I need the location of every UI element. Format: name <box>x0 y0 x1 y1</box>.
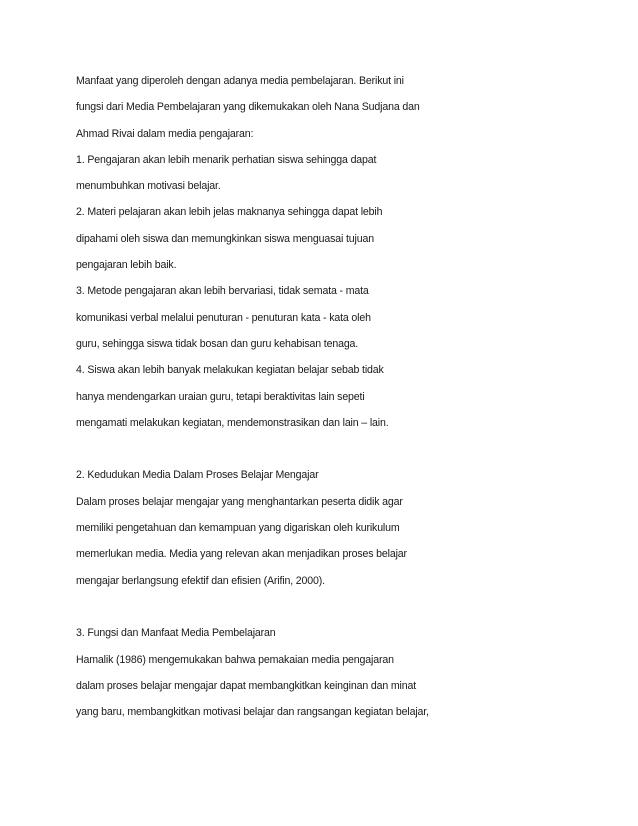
text-line: Ahmad Rivai dalam media pengajaran: <box>76 127 254 140</box>
text-line: dipahami oleh siswa dan memungkinkan siswa menguasai tujuan <box>76 232 374 245</box>
text-line: mengajar berlangsung efektif dan efisien (Arifin, 2000). <box>76 574 325 587</box>
text-line: Dalam proses belajar mengajar yang menghantarkan peserta didik agar <box>76 495 403 508</box>
list-item-1: 1. Pengajaran akan lebih menarik perhatian siswa sehingga dapat <box>76 153 377 166</box>
text-line: memerlukan media. Media yang relevan akan menjadikan proses belajar <box>76 548 407 561</box>
text-line: yang baru, membangkitkan motivasi belajar dan rangsangan kegiatan belajar, <box>76 706 429 719</box>
list-item-4: 4. Siswa akan lebih banyak melakukan kegiatan belajar sebab tidak <box>76 364 384 377</box>
text-line: komunikasi verbal melalui penuturan - penuturan kata - kata oleh <box>76 311 371 324</box>
text-line: hanya mendengarkan uraian guru, tetapi beraktivitas lain sepeti <box>76 390 365 403</box>
text-line: dalam proses belajar mengajar dapat membangkitkan keinginan dan minat <box>76 679 417 692</box>
text-line: menumbuhkan motivasi belajar. <box>76 180 221 193</box>
text-line: fungsi dari Media Pembelajaran yang dikemukakan oleh Nana Sudjana dan <box>76 101 420 114</box>
text-line: memiliki pengetahuan dan kemampuan yang digariskan oleh kurikulum <box>76 522 400 535</box>
text-line: Hamalik (1986) mengemukakan bahwa pemakaian media pengajaran <box>76 653 394 666</box>
document-text-body <box>76 71 576 728</box>
text-line: pengajaran lebih baik. <box>76 259 177 272</box>
text-line: mengamati melakukan kegiatan, mendemonstrasikan dan lain – lain. <box>76 416 389 429</box>
text-line: Manfaat yang diperoleh dengan adanya media pembelajaran. Berikut ini <box>76 75 404 87</box>
text-line: guru, sehingga siswa tidak bosan dan guru kehabisan tenaga. <box>76 337 359 350</box>
section-heading-3: 3. Fungsi dan Manfaat Media Pembelajaran <box>76 627 276 640</box>
list-item-3: 3. Metode pengajaran akan lebih bervariasi, tidak semata - mata <box>76 285 369 298</box>
blank-line <box>76 597 576 623</box>
blank-line <box>76 439 576 465</box>
section-heading-2: 2. Kedudukan Media Dalam Proses Belajar Mengajar <box>76 469 319 482</box>
list-item-2: 2. Materi pelajaran akan lebih jelas maknanya sehingga dapat lebih <box>76 206 383 219</box>
